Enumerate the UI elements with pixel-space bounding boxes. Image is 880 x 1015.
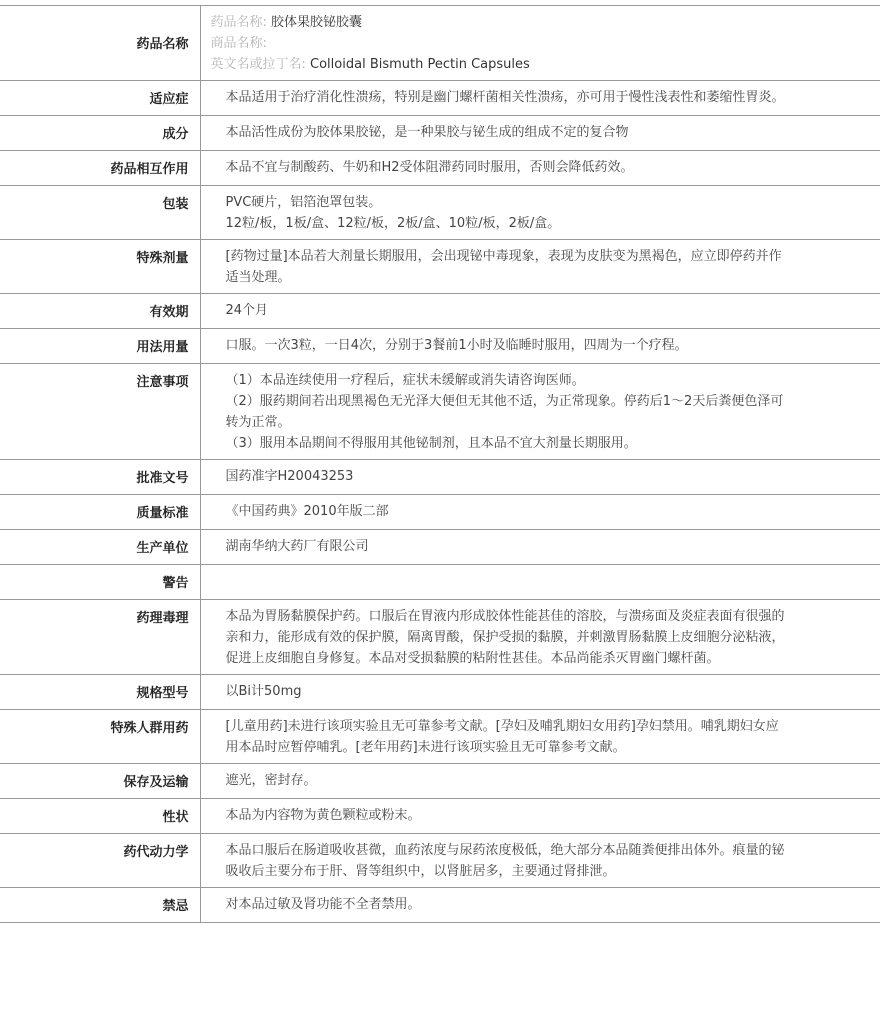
value-appearance (200, 799, 880, 834)
row-ingredients (0, 116, 880, 151)
label-specification: 规格型号 (0, 675, 200, 710)
value-usage (200, 329, 880, 364)
value-ingredients (200, 116, 880, 151)
value-special-dosage (200, 240, 880, 294)
row-drug-name (0, 6, 880, 81)
value-manufacturer (200, 530, 880, 565)
trade-name-label: 商品名称: (210, 36, 267, 51)
label-indications: 适应症 (0, 81, 200, 116)
value-special-populations (200, 710, 880, 764)
row-expiry (0, 294, 880, 329)
row-manufacturer (0, 530, 880, 565)
value-specification (200, 675, 880, 710)
label-manufacturer: 生产单位 (0, 530, 200, 565)
manufacturer-text: 湖南华纳大药厂有限公司 (225, 539, 369, 554)
label-packaging: 包装 (0, 186, 200, 240)
label-contraindications: 禁忌 (0, 888, 200, 923)
packaging-line-2: 12粒/板，1板/盒、12粒/板，2板/盒、10粒/板，2板/盒。 (225, 216, 561, 231)
label-appearance: 性状 (0, 799, 200, 834)
precautions-line-2: （2）服药期间若出现黑褐色无光泽大便但无其他不适，为正常现象。停药后1～2天后粪便色泽可转为正常。 (225, 394, 784, 430)
value-storage (200, 764, 880, 799)
english-name-label: 英文名或拉丁名: (210, 57, 306, 72)
interactions-text: 本品不宜与制酸药、牛奶和H2受体阻滞药同时服用，否则会降低药效。 (225, 160, 634, 175)
value-pharmacokinetics (200, 834, 880, 888)
label-storage: 保存及运输 (0, 764, 200, 799)
row-packaging (0, 186, 880, 240)
value-contraindications (200, 888, 880, 923)
value-quality-standard (200, 495, 880, 530)
value-approval-number (200, 460, 880, 495)
approval-number-text: 国药准字H20043253 (225, 469, 354, 484)
label-pharmacokinetics: 药代动力学 (0, 834, 200, 888)
generic-name-label: 药品名称: (210, 15, 267, 30)
row-approval-number (0, 460, 880, 495)
row-quality-standard (0, 495, 880, 530)
value-interactions (200, 151, 880, 186)
special-populations-text: [儿童用药]未进行该项实验且无可靠参考文献。[孕妇及哺乳期妇女用药]孕妇禁用。哺乳期妇女应用本品时应暂停哺乳。[老年用药]未进行该项实验且无可靠参考文献。 (225, 719, 779, 755)
label-special-populations: 特殊人群用药 (0, 710, 200, 764)
label-special-dosage: 特殊剂量 (0, 240, 200, 294)
value-indications (200, 81, 880, 116)
row-appearance (0, 799, 880, 834)
label-expiry: 有效期 (0, 294, 200, 329)
row-contraindications (0, 888, 880, 923)
label-approval-number: 批准文号 (0, 460, 200, 495)
value-drug-name (200, 6, 880, 81)
label-precautions: 注意事项 (0, 364, 200, 460)
quality-standard-text: 《中国药典》2010年版二部 (225, 504, 389, 519)
specification-text: 以Bi计50mg (225, 684, 302, 699)
row-indications (0, 81, 880, 116)
row-interactions (0, 151, 880, 186)
row-specification (0, 675, 880, 710)
label-usage: 用法用量 (0, 329, 200, 364)
pharmacology-text: 本品为胃肠黏膜保护药。口服后在胃液内形成胶体性能甚佳的溶胶，与溃疡面及炎症表面有很强的亲和力，能形成有效的保护膜，隔离胃酸，保护受损的黏膜，并刺激胃肠黏膜上皮细胞分泌粘液，促进上皮细胞自身修复。本品对受损黏膜的粘附性甚佳。本品尚能杀灭胃幽门螺杆菌。 (225, 609, 785, 666)
value-packaging (200, 186, 880, 240)
value-precautions (200, 364, 880, 460)
ingredients-text: 本品活性成份为胶体果胶铋，是一种果胶与铋生成的组成不定的复合物 (225, 125, 629, 140)
appearance-text: 本品为内容物为黄色颗粒或粉末。 (225, 808, 421, 823)
row-pharmacology (0, 600, 880, 675)
row-usage (0, 329, 880, 364)
value-warning (200, 565, 880, 600)
special-dosage-text: [药物过量]本品若大剂量长期服用，会出现铋中毒现象，表现为皮肤变为黑褐色，应立即停药并作适当处理。 (225, 249, 782, 285)
label-ingredients: 成分 (0, 116, 200, 151)
precautions-line-3: （3）服用本品期间不得服用其他铋制剂，且本品不宜大剂量长期服用。 (225, 436, 637, 451)
row-warning (0, 565, 880, 600)
english-name-value: Colloidal Bismuth Pectin Capsules (310, 57, 530, 72)
packaging-line-1: PVC硬片，铝箔泡罩包装。 (225, 195, 382, 210)
indications-text: 本品适用于治疗消化性溃疡，特别是幽门螺杆菌相关性溃疡，亦可用于慢性浅表性和萎缩性胃炎。 (225, 90, 785, 105)
row-special-populations (0, 710, 880, 764)
usage-text: 口服。一次3粒，一日4次，分别于3餐前1小时及临睡时服用，四周为一个疗程。 (225, 338, 688, 353)
value-expiry (200, 294, 880, 329)
generic-name-value: 胶体果胶铋胶囊 (271, 15, 363, 30)
contraindications-text: 对本品过敏及肾功能不全者禁用。 (225, 897, 421, 912)
label-warning: 警告 (0, 565, 200, 600)
row-storage (0, 764, 880, 799)
label-interactions: 药品相互作用 (0, 151, 200, 186)
row-special-dosage (0, 240, 880, 294)
storage-text: 遮光，密封存。 (225, 773, 317, 788)
row-precautions (0, 364, 880, 460)
precautions-line-1: （1）本品连续使用一疗程后，症状未缓解或消失请咨询医师。 (225, 373, 585, 388)
pharmacokinetics-text: 本品口服后在肠道吸收甚微，血药浓度与尿药浓度极低，绝大部分本品随粪便排出体外。痕量的铋吸收后主要分布于肝、肾等组织中，以肾脏居多，主要通过肾排泄。 (225, 843, 785, 879)
drug-info-table (0, 5, 880, 923)
label-quality-standard: 质量标准 (0, 495, 200, 530)
label-pharmacology: 药理毒理 (0, 600, 200, 675)
expiry-text: 24个月 (225, 303, 269, 318)
row-pharmacokinetics (0, 834, 880, 888)
value-pharmacology (200, 600, 880, 675)
label-drug-name: 药品名称 (0, 6, 200, 81)
